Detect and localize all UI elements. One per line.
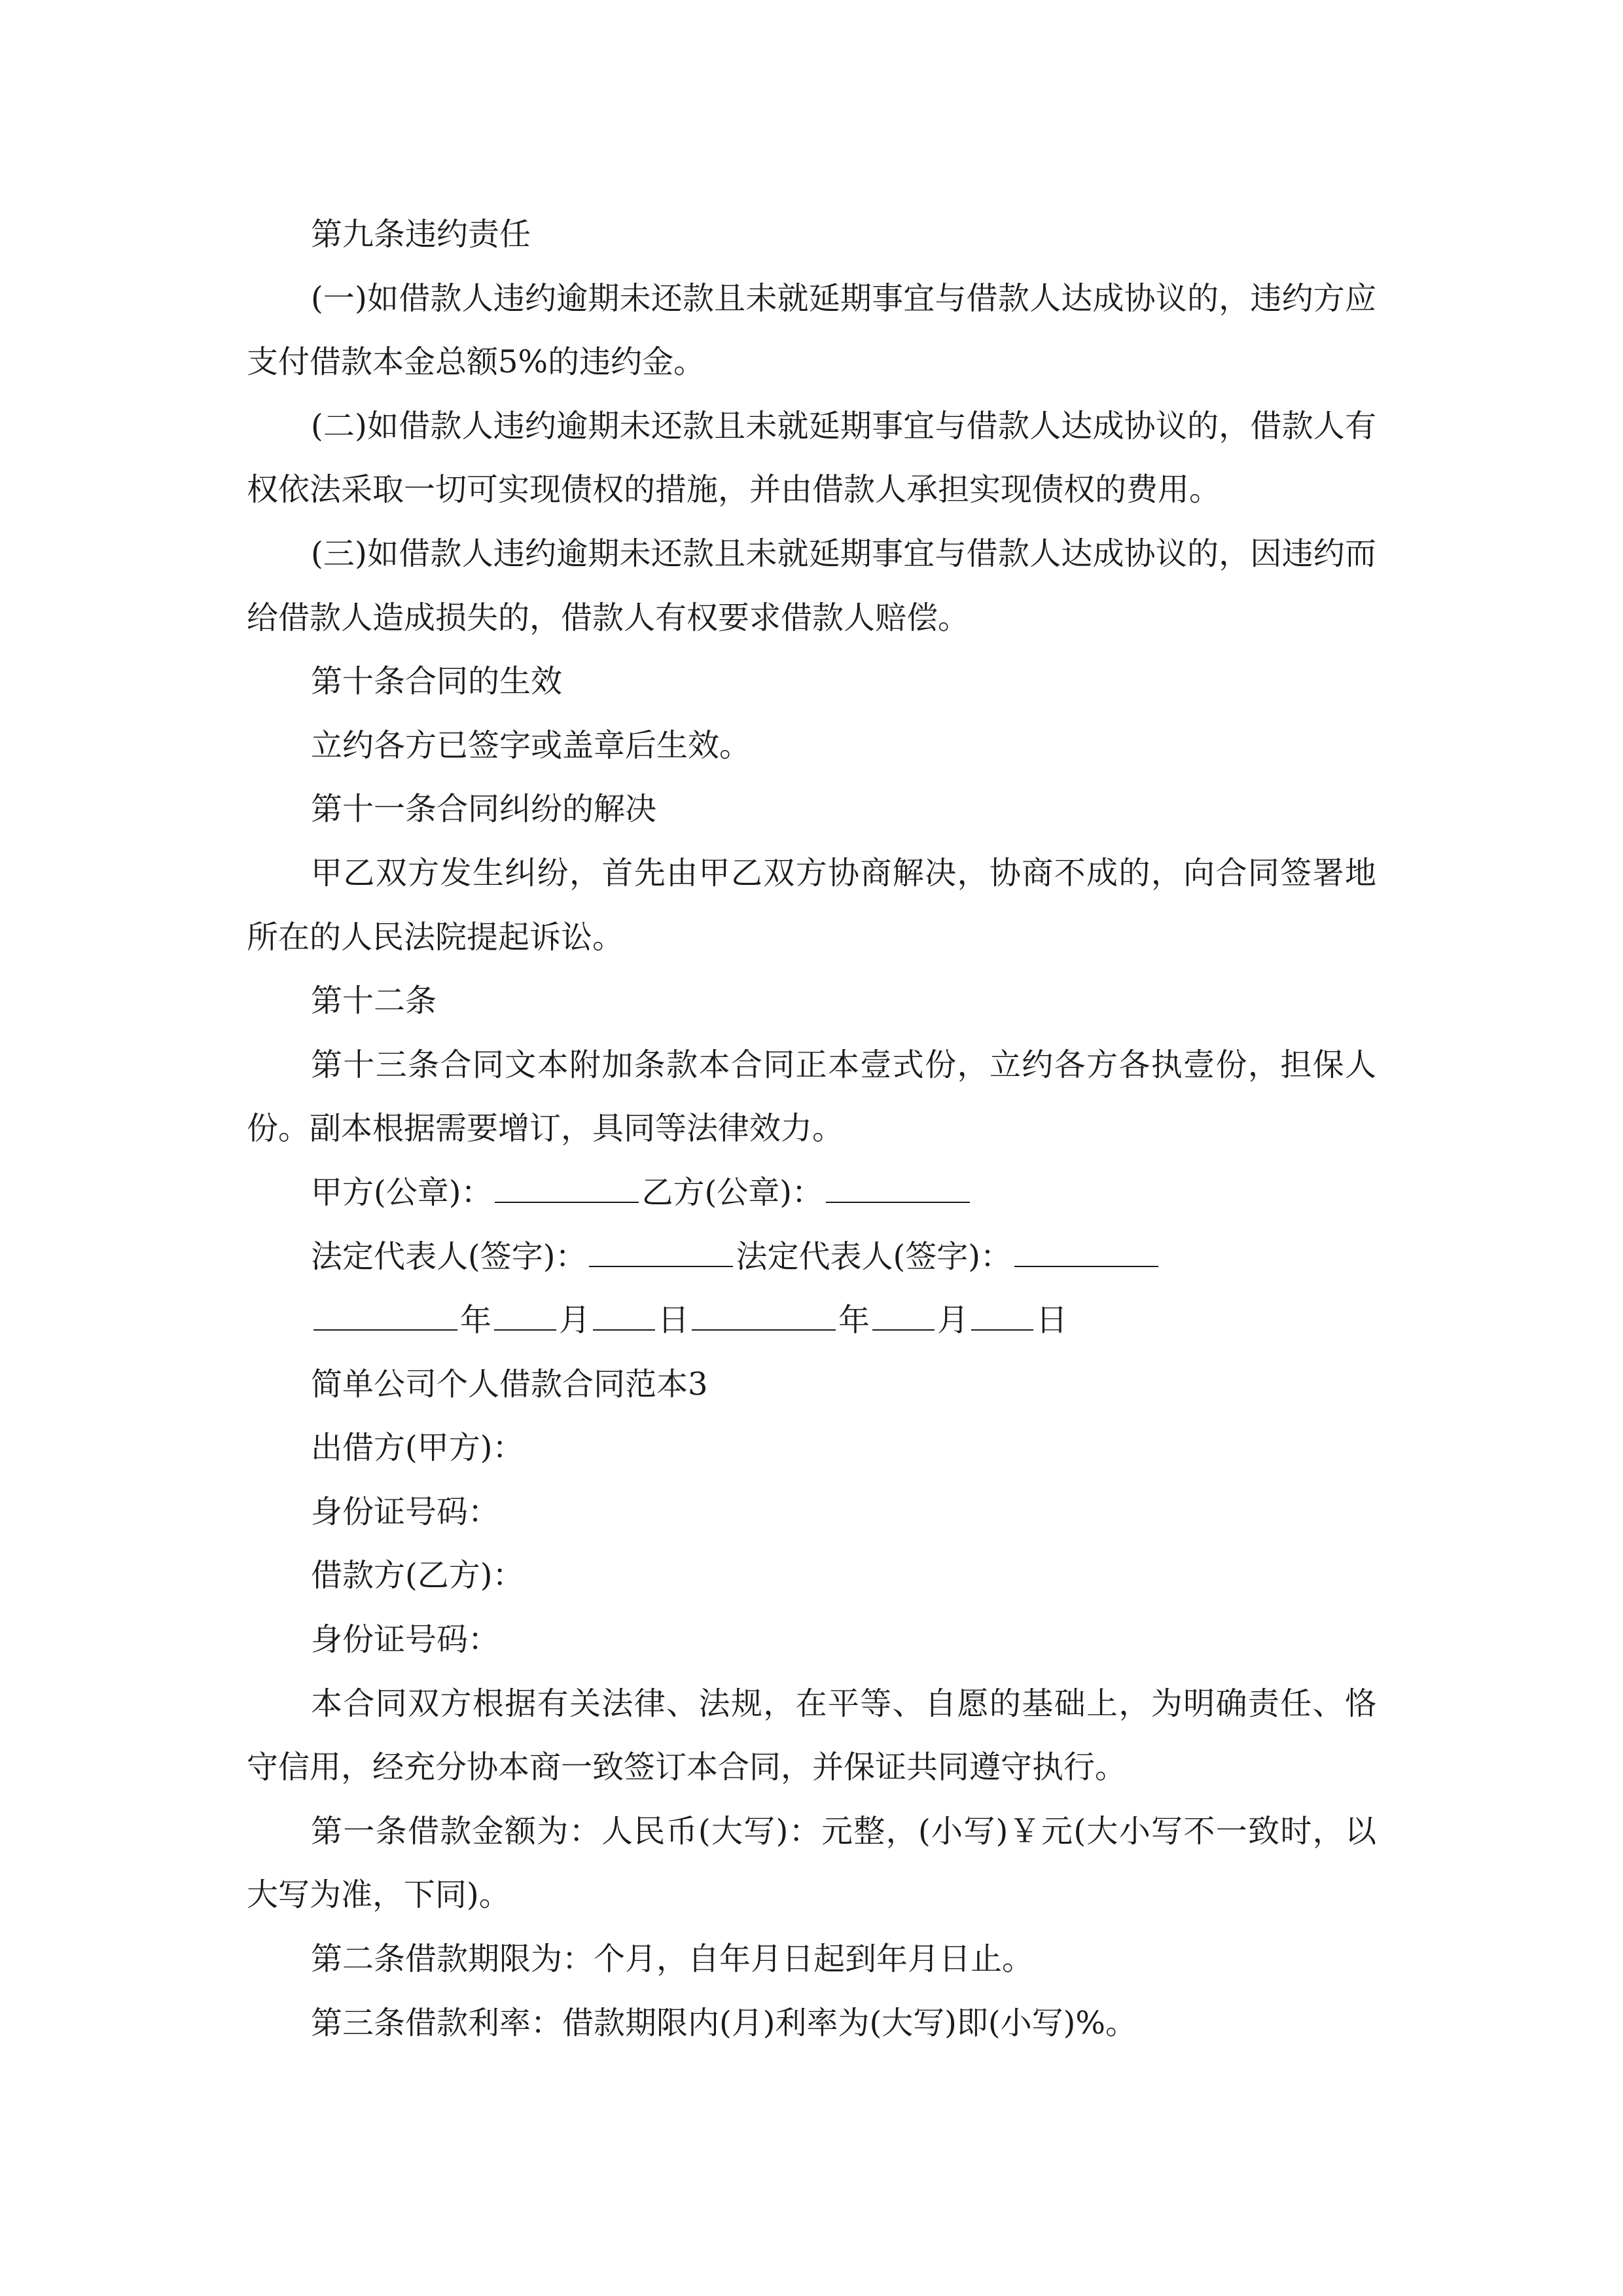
article-9-clause-1: (一)如借款人违约逾期未还款且未就延期事宜与借款人达成协议的，违约方应支付借款本金总额5%的违约金。	[247, 279, 1376, 381]
borrower-field: 借款方(乙方)：	[311, 1557, 524, 1594]
seal-line	[247, 1161, 1376, 1225]
date-b-day-blank	[971, 1290, 1033, 1331]
article-11-heading: 第十一条合同纠纷的解决	[311, 791, 657, 828]
article-3-text: 第三条借款利率：借款期限内(月)利率为(大写)即(小写)%。	[311, 2004, 1137, 2041]
date-b-day-label: 日	[1036, 1302, 1068, 1339]
lender-field: 出借方(甲方)：	[311, 1429, 524, 1467]
template-3-title: 简单公司个人借款合同范本3	[311, 1365, 708, 1403]
date-a-year-label: 年	[460, 1302, 492, 1339]
date-a-month-blank	[494, 1290, 556, 1331]
party-b-seal-label: 乙方(公章)：	[641, 1174, 823, 1211]
article-9-heading: 第九条违约责任	[311, 216, 531, 253]
representative-line	[247, 1225, 1376, 1289]
article-9-clause-2: (二)如借款人违约逾期未还款且未就延期事宜与借款人达成协议的，借款人有权依法采取一切可实现债权的措施，并由借款人承担实现债权的费用。	[247, 407, 1376, 509]
article-12-heading: 第十二条	[311, 982, 437, 1020]
date-a-day-blank	[593, 1290, 655, 1331]
article-10-text: 立约各方已签字或盖章后生效。	[311, 726, 751, 764]
article-13-text: 第十三条合同文本附加条款本合同正本壹式份，立约各方各执壹份，担保人份。副本根据需要增订，具同等法律效力。	[247, 1046, 1376, 1147]
borrower-id-field: 身份证号码：	[311, 1621, 500, 1659]
rep-b-blank	[1014, 1227, 1158, 1267]
preamble-text: 本合同双方根据有关法律、法规，在平等、自愿的基础上，为明确责任、恪守信用，经充分协本商一致签订本合同，并保证共同遵守执行。	[247, 1685, 1376, 1786]
date-line	[247, 1289, 1376, 1353]
article-1-text: 第一条借款金额为：人民币(大写)：元整，(小写)￥元(大小写不一致时，以大写为准，下同)。	[247, 1812, 1376, 1914]
date-a-day-label: 日	[658, 1302, 690, 1339]
document-body	[247, 203, 1376, 2055]
date-a-year-blank	[313, 1290, 457, 1331]
date-a-month-label: 月	[559, 1302, 591, 1339]
article-2-text: 第二条借款期限为：个月，自年月日起到年月日止。	[311, 1941, 1034, 1978]
date-b-month-label: 月	[937, 1302, 969, 1339]
party-a-seal-label: 甲方(公章)：	[311, 1174, 493, 1211]
article-11-text: 甲乙双方发生纠纷，首先由甲乙双方协商解决，协商不成的，向合同签署地所在的人民法院提起诉讼。	[247, 854, 1376, 956]
rep-a-label: 法定代表人(签字)：	[311, 1238, 587, 1275]
lender-id-field: 身份证号码：	[311, 1493, 500, 1530]
date-b-month-blank	[872, 1290, 935, 1331]
article-9-clause-3: (三)如借款人违约逾期未还款且未就延期事宜与借款人达成协议的，因违约而给借款人造成损失的，借款人有权要求借款人赔偿。	[247, 535, 1376, 636]
party-a-seal-blank	[495, 1162, 639, 1203]
rep-b-label: 法定代表人(签字)：	[736, 1238, 1012, 1275]
rep-a-blank	[589, 1227, 733, 1267]
article-10-heading: 第十条合同的生效	[311, 663, 563, 700]
date-b-year-label: 年	[838, 1302, 870, 1339]
date-b-year-blank	[692, 1290, 836, 1331]
party-b-seal-blank	[826, 1162, 970, 1203]
